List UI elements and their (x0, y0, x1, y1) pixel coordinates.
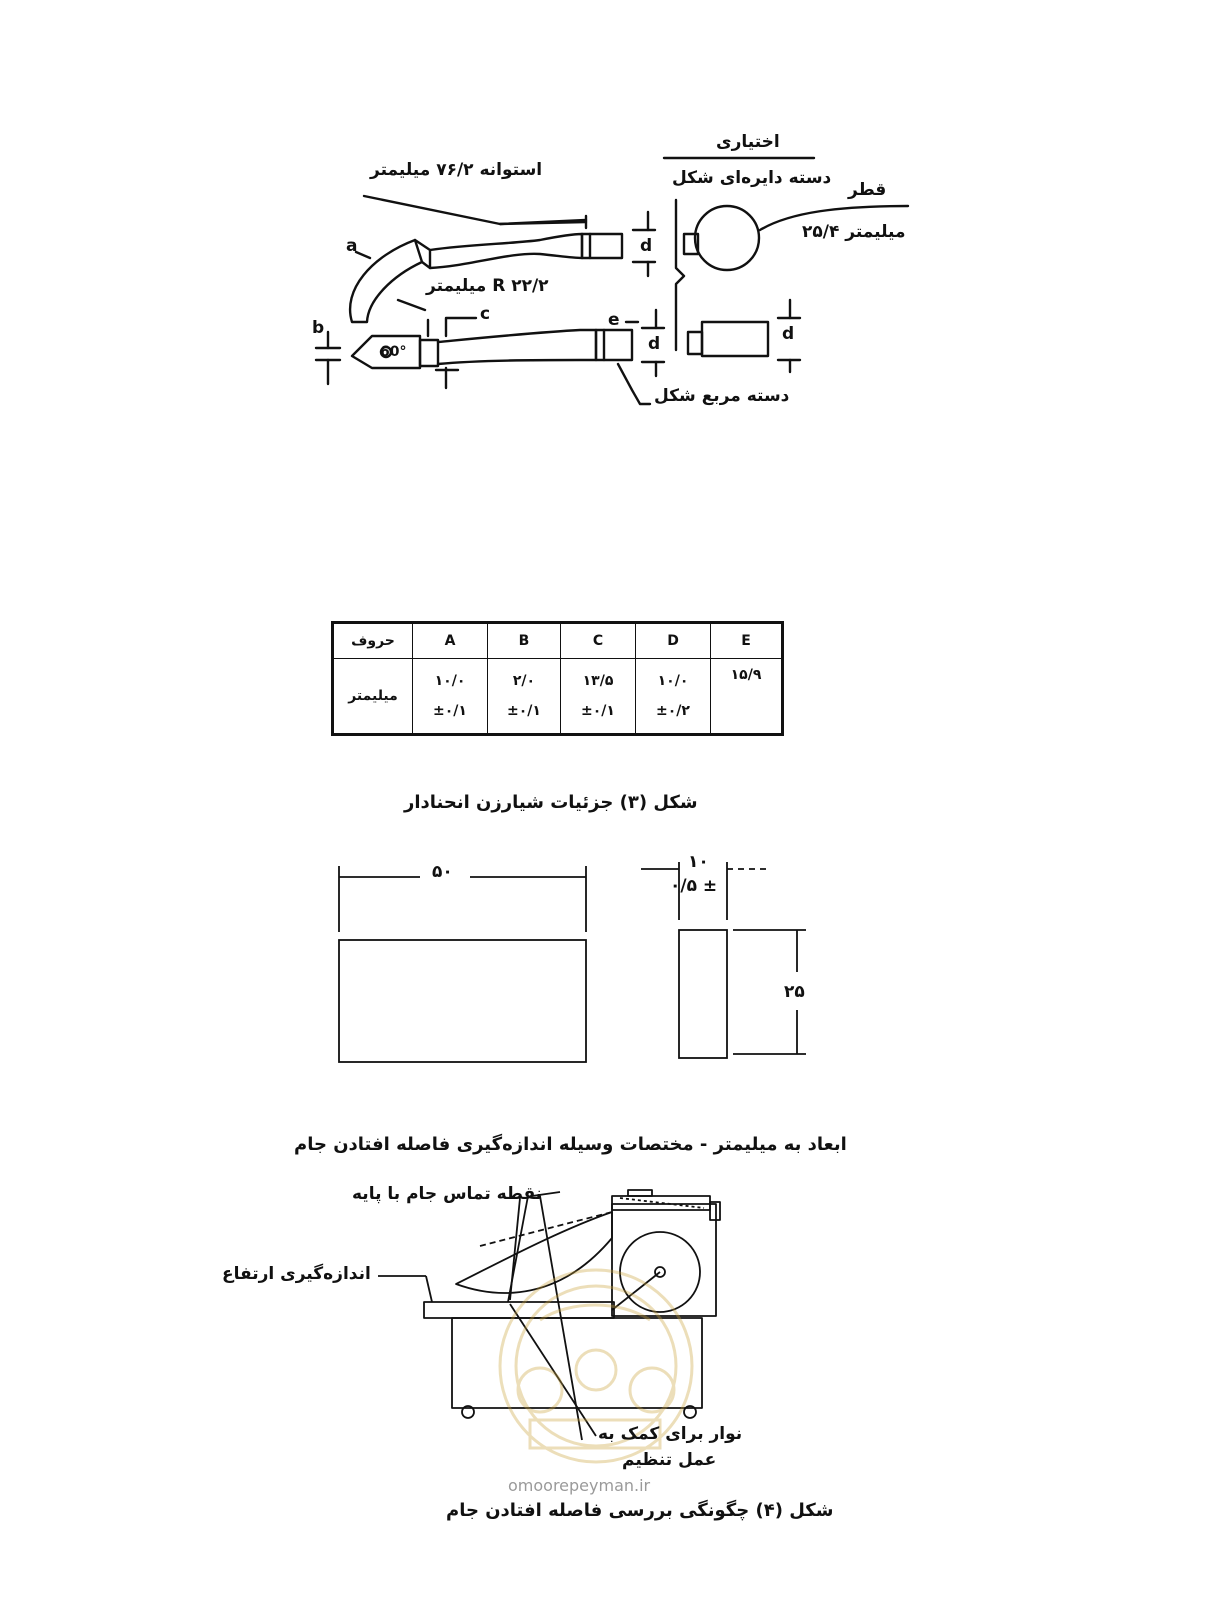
optional-label: اختیاری (716, 132, 780, 152)
break-line (676, 200, 684, 350)
block-thickness-label: ۱۰ (688, 852, 709, 872)
cylinder-label: استوانه ۷۶/۲ میلیمتر (370, 160, 543, 180)
cell-d (636, 659, 711, 735)
cell-b (488, 659, 561, 735)
dimensions-table (331, 621, 784, 736)
cell-c (561, 659, 636, 735)
letter-d-lower: d (648, 334, 661, 354)
letter-d-upper: d (640, 236, 653, 256)
contact-point-label: نقطه تماس جام با پایه (352, 1184, 543, 1204)
angle-label: 60° (380, 344, 407, 360)
block-width-label: ۵۰ (432, 862, 453, 882)
col-letter-e: E (711, 623, 783, 659)
value-d: ۱۰/۰ (657, 673, 689, 689)
col-letter-b: B (488, 623, 561, 659)
square-handle-label: دسته مربع شکل (654, 386, 790, 406)
col-letter-d: D (636, 623, 711, 659)
letter-c: c (480, 304, 491, 324)
letter-e: e (608, 310, 620, 330)
tol-d: ±۰/۲ (656, 703, 690, 719)
value-b: ۲/۰ (512, 673, 536, 689)
block-height-label: ۲۵ (784, 982, 805, 1002)
cell-a (413, 659, 488, 735)
lower-handle (596, 330, 632, 360)
figure3-caption: شکل (۳) جزئیات شیارزن انحنادار (404, 792, 698, 813)
upper-shank (430, 234, 582, 268)
strip-label-line1: نوار برای کمک به (598, 1424, 743, 1444)
row-header-mm: میلیمتر (333, 659, 413, 735)
height-measure-label: اندازه‌گیری ارتفاع (222, 1264, 371, 1284)
block-tolerance-label: ± ۰/۵ (670, 876, 718, 896)
watermark-url: omoorepeyman.ir (508, 1476, 651, 1495)
col-letter-c: C (561, 623, 636, 659)
row-header-letters: حروف (333, 623, 413, 659)
block-front (339, 940, 586, 1062)
col-letter-a: A (413, 623, 488, 659)
radius-label: ۲۲/۲ R میلیمتر (426, 276, 549, 296)
cylinder-leader (364, 196, 586, 224)
diameter-value: میلیمتر ۲۵/۴ (802, 222, 906, 242)
block-caption: ابعاد به میلیمتر - مختصات وسیله اندازه‌گیری فاصله افتادن جام (294, 1134, 847, 1155)
cup (456, 1212, 612, 1293)
lower-shank (438, 330, 596, 364)
value-e: ۱۵/۹ (730, 667, 762, 683)
upper-handle (582, 234, 622, 258)
block-side (679, 930, 727, 1058)
diameter-label: قطر (848, 180, 887, 200)
round-handle-label: دسته دایره‌ای شکل (672, 168, 832, 188)
table-row-letters (333, 623, 783, 659)
table-row-values (333, 659, 783, 735)
cell-e (711, 659, 783, 735)
letter-a: a (346, 236, 358, 256)
letter-b: b (312, 318, 325, 338)
tol-b: ±۰/۱ (507, 703, 541, 719)
value-a: ۱۰/۰ (434, 673, 466, 689)
square-handle (702, 322, 768, 356)
tol-a: ±۰/۱ (433, 703, 467, 719)
tol-c: ±۰/۱ (581, 703, 615, 719)
value-c: ۱۳/۵ (582, 673, 614, 689)
round-handle (695, 206, 759, 270)
strip-label-line2: عمل تنظیم (622, 1450, 717, 1470)
letter-d-square: d (782, 324, 795, 344)
figure4-caption: شکل (۴) چگونگی بررسی فاصله افتادن جام (446, 1500, 834, 1521)
curved-blade (350, 240, 422, 322)
